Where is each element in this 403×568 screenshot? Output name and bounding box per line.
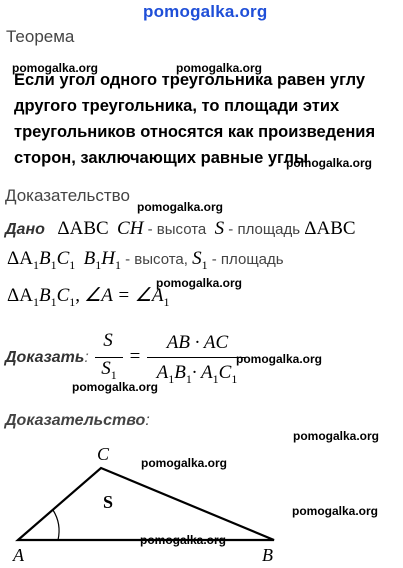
given-line-3 — [7, 284, 169, 310]
fraction-rhs-bar — [147, 357, 245, 358]
fraction-rhs-numerator: AB · AC — [166, 332, 229, 353]
given-line-1 — [5, 218, 356, 240]
site-watermark: pomogalka.org — [156, 276, 243, 290]
height-text: - высота — [147, 221, 207, 238]
given-label: Дано — [5, 221, 45, 238]
theorem-heading: Теорема — [6, 27, 75, 46]
site-watermark: pomogalka.org — [176, 61, 263, 75]
site-watermark: pomogalka.org — [292, 504, 379, 518]
segment-b1h1: $B_1H_1$ — [83, 248, 121, 272]
site-watermark: pomogalka.org — [286, 156, 373, 170]
proof-heading: Доказательство — [5, 186, 130, 205]
site-watermark: pomogalka.org — [236, 352, 323, 366]
site-watermark-top: pomogalka.org — [143, 2, 268, 21]
fraction-lhs-denominator: $S_1$ — [101, 358, 117, 382]
prove-label: Доказать: — [5, 349, 89, 366]
segment-ch: CH — [117, 218, 144, 239]
angle-a-arc — [53, 510, 59, 540]
given-line-2 — [7, 248, 284, 273]
equals-sign: = — [129, 346, 141, 367]
site-watermark: pomogalka.org — [72, 380, 159, 394]
site-watermark: pomogalka.org — [293, 429, 380, 443]
triangle-a1b1c1-3: $\Delta A_1B_1C_1$, — [7, 285, 80, 309]
proof-heading-italic: Доказательство: — [5, 412, 150, 429]
triangle-figure — [0, 440, 403, 568]
equal-angles: ∠A = $\angle A_1$ — [84, 285, 170, 309]
triangle-abc-shape — [18, 468, 274, 540]
height-text-2: - высота, — [125, 251, 188, 268]
fraction-rhs-denominator: $A_1B_1\cdot A_1C_1$ — [156, 362, 238, 386]
site-watermark: pomogalka.org — [140, 533, 227, 547]
theorem-line: треугольников относятся как произведения — [14, 123, 376, 141]
area-text: - площадь — [228, 221, 301, 238]
theorem-line: другого треугольника, то площади этих — [14, 97, 340, 115]
area-s1: $S_1$ — [192, 248, 208, 272]
fraction-lhs-numerator: S — [103, 330, 113, 351]
area-text-2: - площадь — [211, 251, 284, 268]
site-watermark: pomogalka.org — [12, 61, 99, 75]
vertex-c-label: C — [97, 444, 110, 464]
vertex-a-label: A — [13, 545, 24, 565]
site-watermark: pomogalka.org — [141, 456, 228, 470]
site-watermark: pomogalka.org — [137, 200, 224, 214]
area-s: S — [214, 218, 225, 239]
vertex-b-label: B — [262, 545, 273, 565]
triangle-abc: ΔABC — [57, 218, 109, 239]
theorem-line: сторон, заключающих равные углы — [14, 149, 309, 167]
theorem-line: Если угол одного треугольника равен углу — [14, 71, 366, 89]
area-label: S — [103, 492, 114, 512]
triangle-abc-2: ΔABC — [304, 218, 356, 239]
triangle-a1b1c1: $\Delta A_1B_1C_1$ — [7, 248, 76, 272]
